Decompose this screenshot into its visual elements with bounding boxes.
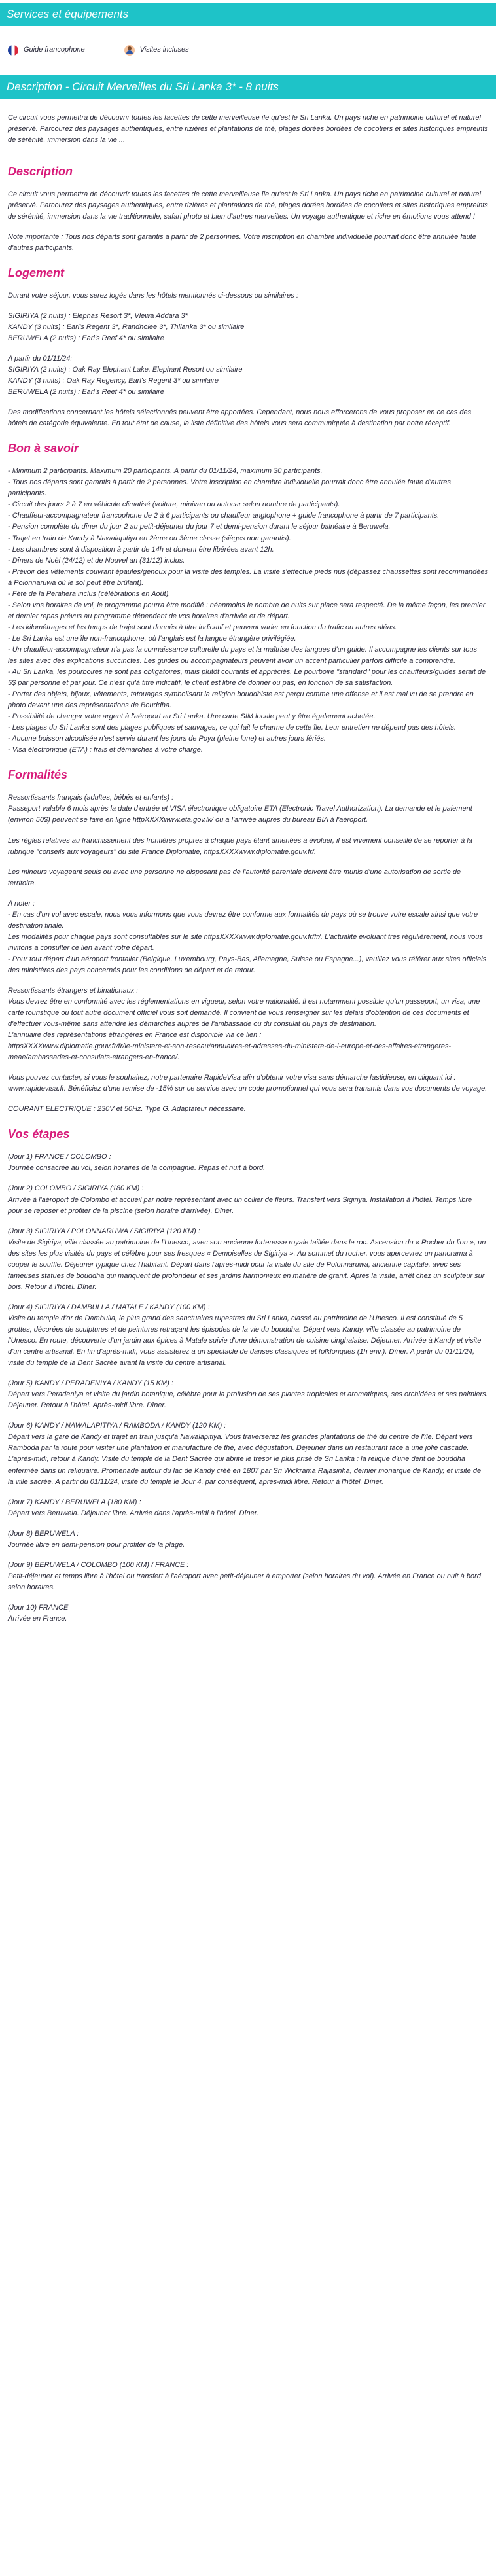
info-line: - Au Sri Lanka, les pourboires ne sont pas obligatoires, mais plutôt courants et appréciés. Le pourboire "standard" pour les chauffeurs/guides serait de 5$ par personne et par jour. Ce n'est qu'à titre indicatif, le client est libre de donner ou pas, en fonction de sa satisfaction. (8, 668, 486, 688)
day-8 (8, 1528, 488, 1551)
day-text: Arrivée à l'aéroport de Colombo et accueil par notre représentant avec un collier de fleurs. Transfert vers Sigiriya. Installation à l'hôtel. Temps libre pour se reposer et profiter de la piscine (selon horaire d'arrivée). Dîner. (8, 1195, 472, 1215)
info-line: - Trajet en train de Kandy à Nawalapitiya en 2ème ou 3ème classe (sièges non garantis). (8, 534, 291, 542)
day-heading: (Jour 3) SIGIRIYA / POLONNARUWA / SIGIRIYA (120 KM) : (8, 1227, 200, 1235)
formalites-line: httpsXXXXwww.diplomatie.gouv.fr/fr/le-ministere-et-son-reseau/annuaires-et-adresses-du-ministere-de-l-europe-et-des-affaires-etrangeres-meae/ambassades-et-consulats-etrangers-en-france/. (8, 1042, 452, 1062)
hotel-line: KANDY (3 nuits) : Earl's Regent 3*, Randholee 3*, Thilanka 3* ou similaire (8, 323, 245, 331)
info-line: - Dîners de Noël (24/12) et de Nouvel an (31/12) inclus. (8, 556, 185, 565)
day-7 (8, 1497, 488, 1519)
service-visits-label: Visites incluses (139, 46, 189, 54)
description-paragraph: Ce circuit vous permettra de découvrir toutes les facettes de cette merveilleuse île qu'est le Sri Lanka. Un pays riche en patrimoine culturel et naturel préservé. Parcourez des paysages authentiques, entre rizières et plantations de thé, plages dorées bordées de cocotiers et sites historiques empreints de sérénité, immersion dans la vie traditionnelle, safari photo et bien d'autres merveilles. Un voyage authentique et riche en émotions vous attend ! (8, 190, 488, 221)
description-header: Description - Circuit Merveilles du Sri Lanka 3* - 8 nuits (0, 75, 496, 99)
hotel-line: KANDY (3 nuits) : Oak Ray Regency, Earl's Regent 3* ou similaire (8, 377, 219, 385)
day-text: Journée consacrée au vol, selon horaires de la compagnie. Repas et nuit à bord. (8, 1164, 266, 1173)
bon-a-savoir-list (8, 466, 488, 756)
info-line: - Chauffeur-accompagnateur francophone de 2 à 6 participants ou chauffeur anglophone + guide francophone à partir de 7 participants. (8, 512, 440, 520)
formalites-foreigners (8, 985, 488, 1063)
info-line: - Circuit des jours 2 à 7 en véhicule climatisé (voiture, minivan ou autocar selon nombre de participants). (8, 501, 340, 509)
formalites-french (8, 792, 488, 826)
french-flag-icon (8, 45, 18, 56)
formalites-line: Vous devrez être en conformité avec les réglementations en vigueur, selon votre nationalité. Il est notamment possible qu'un passeport, un visa, une carte touristique ou tout autre document officiel vous soit demandé. Il convient de vous renseigner sur les délais d'obtention de ces documents et d'effectuer vous-même sans attendre les démarches auprès de l'ambassade ou du consulat du pays de destination. (8, 998, 480, 1029)
formalites-power: COURANT ELECTRIQUE : 230V et 50Hz. Type G. Adaptateur nécessaire. (8, 1105, 246, 1114)
info-line: - Porter des objets, bijoux, vêtements, tatouages symbolisant la religion bouddhiste est perçu comme une offense et il est mal vu de se prendre en photo devant une des représentations de Bouddha. (8, 690, 474, 710)
day-heading: (Jour 4) SIGIRIYA / DAMBULLA / MATALE / KANDY (100 KM) : (8, 1303, 210, 1311)
info-line: - Pension complète du dîner du jour 2 au petit-déjeuner du jour 7 et demi-pension durant le séjour balnéaire à Beruwela. (8, 523, 391, 531)
intro-text: Ce circuit vous permettra de découvrir toutes les facettes de cette merveilleuse île qu'est le Sri Lanka. Un pays riche en patrimoine culturel et naturel préservé. Parcourez des paysages authentiques, entre rizières et plantations de thé, plages dorées bordées de cocotiers et sites historiques empreints de sérénité, immersion dans la vie ... (8, 113, 488, 144)
formalites-line: L'annuaire des représentations étrangères en France est disponible via ce lien : (8, 1031, 262, 1040)
day-heading: (Jour 8) BERUWELA : (8, 1529, 79, 1538)
day-10 (8, 1602, 488, 1625)
formalites-line: A noter : (8, 899, 35, 908)
hotel-line: BERUWELA (2 nuits) : Earl's Reef 4* ou similaire (8, 388, 164, 397)
info-line: - Fête de la Perahera inclus (célébrations en Août). (8, 590, 171, 598)
hotel-list-1 (8, 311, 488, 344)
services-row (0, 26, 496, 75)
formalites-minors: Les mineurs voyageant seuls ou avec une personne ne disposant pas de l'autorité parentale doivent être munis d'une autorisation de sortie de territoire. (8, 868, 461, 887)
hotel-list-2 (8, 353, 488, 398)
day-heading: (Jour 1) FRANCE / COLOMBO : (8, 1153, 111, 1161)
formalites-note (8, 898, 488, 976)
day-text: Journée libre en demi-pension pour profiter de la plage. (8, 1540, 185, 1549)
info-line: - Le Sri Lanka est une île non-francophone, où l'anglais est la langue étrangère privilégiée. (8, 634, 296, 643)
formalites-line: Ressortissants français (adultes, bébés et enfants) : (8, 794, 174, 802)
hotel-line: A partir du 01/11/24: (8, 355, 73, 363)
info-line: - Prévoir des vêtements couvrant épaules/genoux pour la visite des temples. La visite s'effectue pieds nus (dépassez chaussettes sont recommandées à Polonnaruwa où le sol peut être brûlant). (8, 567, 488, 587)
service-visits (124, 44, 189, 56)
day-5 (8, 1378, 488, 1411)
description-title: Description (8, 164, 73, 178)
day-heading: (Jour 10) FRANCE (8, 1603, 69, 1612)
hotel-line: SIGIRIYA (2 nuits) : Oak Ray Elephant Lake, Elephant Resort ou similaire (8, 366, 243, 374)
formalites-title: Formalités (8, 768, 68, 782)
etapes-title: Vos étapes (8, 1127, 70, 1141)
day-text: Départ vers Peradeniya et visite du jardin botanique, célèbre pour la profusion de ses plantes tropicales et aromatiques, ses orchidées et ses palmiers. Déjeuner. Retour à l'hôtel. Après-midi libre. Dîner. (8, 1390, 488, 1410)
service-guide (8, 44, 85, 56)
description-note: Note importante : Tous nos départs sont garantis à partir de 2 personnes. Votre inscription en chambre individuelle pourrait donc être annulée faute d'autres participants. (8, 232, 476, 252)
logement-title: Logement (8, 266, 65, 279)
day-heading: (Jour 7) KANDY / BERUWELA (180 KM) : (8, 1498, 141, 1506)
logement-note: Des modifications concernant les hôtels sélectionnés peuvent être apportées. Cependant, nous nous efforcerons de vous proposer en ce cas des hôtels de catégorie équivalente. En tout état de cause, la liste définitive des hôtels vous sera communiquée à destination par notre réceptif. (8, 408, 472, 428)
formalites-rules: Les règles relatives au franchissement des frontières propres à chaque pays étant amenées à évoluer, il est vivement conseillé de se reporter à la rubrique "conseils aux voyageurs" du site France Diplomatie, httpsXXXXwww.diplomatie.gouv.fr/. (8, 836, 472, 856)
day-2 (8, 1183, 488, 1216)
service-guide-label: Guide francophone (24, 46, 85, 54)
day-1 (8, 1152, 488, 1174)
day-heading: (Jour 5) KANDY / PERADENIYA / KANDY (15 KM) : (8, 1379, 173, 1388)
day-4 (8, 1302, 488, 1369)
logement-intro: Durant votre séjour, vous serez logés dans les hôtels mentionnés ci-dessous ou similaires : (8, 291, 298, 300)
day-heading: (Jour 9) BERUWELA / COLOMBO (100 KM) / FRANCE : (8, 1561, 189, 1569)
day-text: Départ vers Beruwela. Déjeuner libre. Arrivée dans l'après-midi à l'hôtel. Dîner. (8, 1509, 259, 1517)
bon-a-savoir-title: Bon à savoir (8, 442, 79, 455)
day-text: Visite du temple d'or de Dambulla, le plus grand des sanctuaires rupestres du Sri Lanka, classé au patrimoine de l'Unesco. Il est constitué de 5 grottes, décorées de sculptures et de peintures retraçant les épisodes de la vie du bouddha. Départ vers Kandy, ville classée au patrimoine de l'Unesco. En route, découverte d'un jardin aux épices à Matale suivie d'une démonstration de cuisine cinghalaise. Déjeuner. Arrivée à Kandy et visite d'un centre artisanal. En fin d'après-midi, vous assisterez à un spectacle de danses classiques et folkloriques (1h env.). Dîner. A partir du 01/11/24, visite du temple de la Dent Sacrée avant la visite du centre artisanal. (8, 1314, 482, 1367)
hotel-line: BERUWELA (2 nuits) : Earl's Reef 4* ou similaire (8, 334, 164, 343)
day-heading: (Jour 6) KANDY / NAWALAPITIYA / RAMBODA / KANDY (120 KM) : (8, 1422, 226, 1430)
main-content (0, 113, 496, 1625)
formalites-line: - En cas d'un vol avec escale, nous vous informons que vous devrez être conforme aux formalités du pays où se trouve votre escale ainsi que votre destination finale. (8, 910, 478, 930)
info-line: - Possibilité de changer votre argent à l'aéroport au Sri Lanka. Une carte SIM locale peut y être également achetée. (8, 713, 376, 721)
formalites-rapidevisa: Vous pouvez contacter, si vous le souhaitez, notre partenaire RapideVisa afin d'obtenir votre visa sans démarche fastidieuse, en cliquant ici : www.rapidevisa.fr. Bénéficiez d'une remise de -15% sur ce service avec un code promotionnel qui vous sera transmis dans vos documents de voyage. (8, 1074, 487, 1093)
info-line: - Un chauffeur-accompagnateur n'a pas la connaissance culturelle du pays et la maîtrise des langues d'un guide. Il accompagne les clients sur tous les sites avec des explications succinctes. Les guides ou accompagnateurs peuvent avoir un accent particulier parfois difficile à comprendre. (8, 646, 477, 665)
day-text: Visite de Sigiriya, ville classée au patrimoine de l'Unesco, avec son ancienne forteresse royale taillée dans le roc. Ascension du « Rocher du lion », un des sites les plus visités du pays et célèbre pour ses fresques « Demoiselles de Sigiriya ». Au sommet du rocher, vous apercevrez un panorama à couper le souffle. Déjeuner typique chez l'habitant. Départ dans l'après-midi pour la visite du site de Polonnaruwa, ancienne capitale, avec ses fameuses statues de bouddha qui manquent de profondeur et ses jardins harmonieux en matière de granit. Après la visite, arrêt chez un sculpteur sur bois. Retour à l'hôtel. Dîner. (8, 1238, 486, 1291)
formalites-line: Les modalités pour chaque pays sont consultables sur le site httpsXXXXwww.diplomatie.gouv.fr/fr/. L'actualité évoluant très régulièrement, nous vous invitons à consulter ce lien avant votre départ. (8, 932, 483, 952)
formalites-line: - Pour tout départ d'un aéroport frontalier (Belgique, Luxembourg, Pays-Bas, Allemagne, Suisse ou Espagne...), veuillez vous référer aux sites officiels des ministères des pays concernés pour les conditions de départ et de retour. (8, 955, 487, 974)
services-header: Services et équipements (0, 3, 496, 26)
info-line: - Visa électronique (ETA) : frais et démarches à votre charge. (8, 746, 203, 754)
info-line: - Minimum 2 participants. Maximum 20 participants. A partir du 01/11/24, maximum 30 participants. (8, 467, 323, 476)
info-line: - Aucune boisson alcoolisée n'est servie durant les jours de Poya (pleine lune) et autres jours fériés. (8, 735, 326, 743)
info-line: - Tous nos départs sont garantis à partir de 2 personnes. Votre inscription en chambre individuelle pourrait donc être annulée faute d'autres participants. (8, 478, 451, 498)
day-9 (8, 1560, 488, 1593)
info-line: - Les plages du Sri Lanka sont des plages publiques et sauvages, ce qui fait le charme de cette île. Leur entretien ne dépend pas des hôtels. (8, 724, 456, 732)
guide-person-icon (124, 45, 135, 56)
day-text: Départ vers la gare de Kandy et trajet en train jusqu'à Nawalapitiya. Vous traverserez les grandes plantations de thé du centre de l'île. Départ vers Ramboda par la route pour visiter une plantation et manufacture de thé, avec dégustation. Déjeuner dans un restaurant face à une jolie cascade. L'après-midi, retour à Kandy. Visite du temple de la Dent Sacrée qui abrite le trésor le plus prisé de Sri Lanka : la relique d'une dent de bouddha enfermée dans un reliquaire. Promenade autour du lac de Kandy créé en 1807 par Sri Wickrama Rajasinha, dernier monarque de Kandy, et visite de la ville sacrée. A partir du 01/11/24, visite du temple le Jour 4, par conséquent, après-midi libre. Retour à l'hôtel. Dîner. (8, 1433, 482, 1486)
day-heading: (Jour 2) COLOMBO / SIGIRIYA (180 KM) : (8, 1184, 144, 1193)
info-line: - Les chambres sont à disposition à partir de 14h et doivent être libérées avant 12h. (8, 545, 274, 554)
day-text: Arrivée en France. (8, 1614, 67, 1623)
info-line: - Les kilométrages et les temps de trajet sont donnés à titre indicatif et peuvent varier en fonction du trafic ou autres aléas. (8, 623, 397, 631)
day-6 (8, 1420, 488, 1487)
info-line: - Selon vos horaires de vol, le programme pourra être modifié : néanmoins le nombre de nuits sur place sera respecté. De la même façon, les premier et dernier repas prévus au programme dépendent de vos horaires d'arrivée et de départ. (8, 601, 486, 620)
day-text: Petit-déjeuner et temps libre à l'hôtel ou transfert à l'aéroport avec petit-déjeuner à emporter (selon horaires du vol). Arrivée en France ou nuit à bord selon horaires. (8, 1572, 481, 1591)
formalites-line: Ressortissants étrangers et binationaux : (8, 987, 139, 995)
hotel-line: SIGIRIYA (2 nuits) : Elephas Resort 3*, Vlewa Addara 3* (8, 311, 188, 320)
day-3 (8, 1226, 488, 1293)
formalites-line: Passeport valable 6 mois après la date d'entrée et VISA électronique obligatoire ETA (Electronic Travel Authorization). La demande et le paiement (environ 50$) peuvent se faire en ligne httpXXXXwww.eta.gov.lk/ ou à l'arrivée auprès du bureau BIA à l'aéroport. (8, 805, 472, 824)
